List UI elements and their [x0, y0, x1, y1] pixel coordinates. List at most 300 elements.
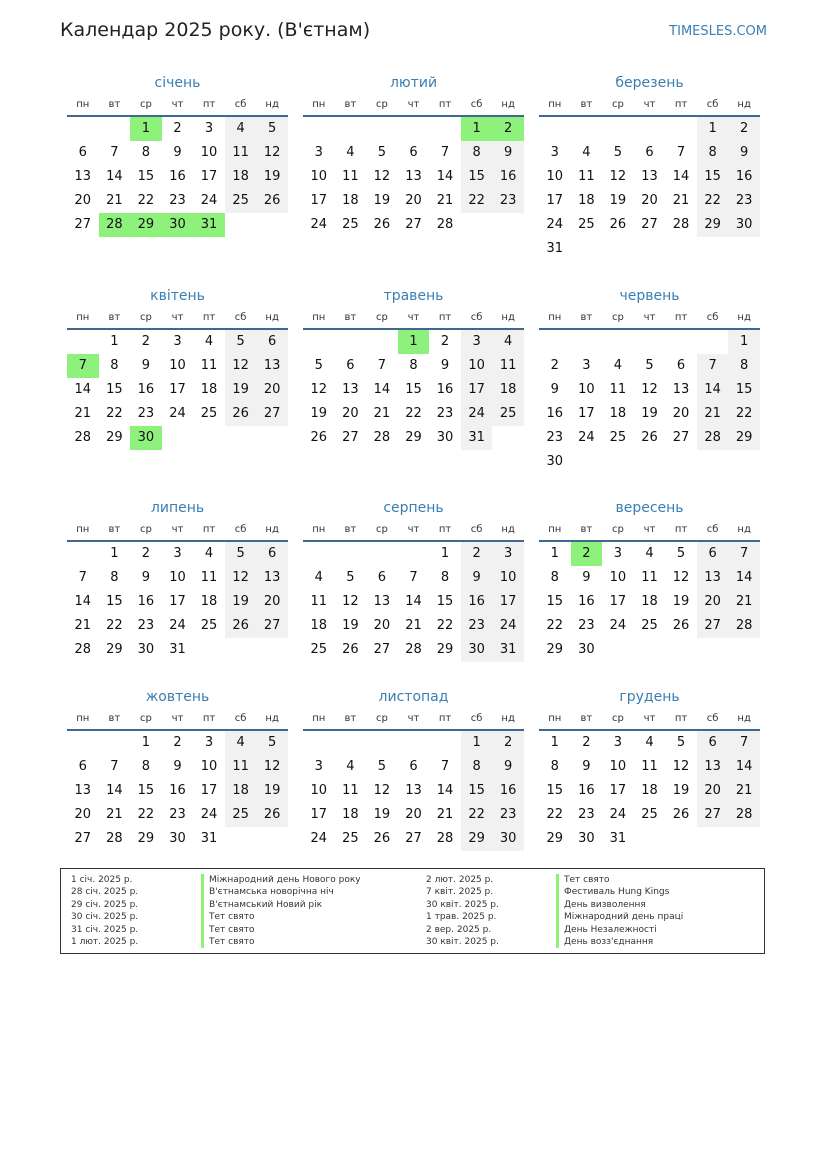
empty-cell	[303, 731, 335, 755]
day-cell: 19	[342, 618, 359, 633]
days-grid	[303, 117, 524, 237]
weekday-label: вт	[580, 524, 593, 535]
empty-cell	[67, 117, 99, 141]
month-name: грудень	[619, 689, 680, 705]
day-cell: 26	[256, 803, 288, 827]
day-cell: 3	[492, 542, 524, 566]
day-cell: 23	[137, 618, 155, 633]
day-cell: 26	[342, 642, 359, 657]
weekday-header	[67, 520, 288, 542]
day-cell: 22	[728, 402, 760, 426]
day-cell: 23	[492, 189, 524, 213]
day-cell: 12	[225, 566, 257, 590]
day-cell: 8	[461, 141, 493, 165]
legend-date: 30 січ. 2025 р.	[71, 912, 139, 923]
legend-holiday-name: В'єтнамська новорічна ніч	[201, 886, 334, 898]
day-cell: 17	[609, 594, 627, 609]
day-cell: 3	[461, 330, 493, 354]
day-cell: 3	[582, 358, 591, 373]
day-cell: 23	[169, 807, 186, 822]
day-cell: 5	[377, 145, 387, 160]
month-6	[539, 284, 760, 474]
day-cell: 31	[200, 831, 218, 846]
weekday-label: сб	[470, 524, 483, 535]
weekday-label: пн	[312, 99, 326, 110]
day-cell: 4	[645, 735, 654, 750]
empty-cell	[571, 330, 603, 354]
day-cell: 25	[200, 618, 218, 633]
weekday-label: ср	[611, 524, 624, 535]
day-cell: 19	[373, 807, 391, 822]
legend-row	[426, 899, 756, 911]
holiday-day: 2	[492, 117, 524, 141]
day-cell: 10	[200, 759, 218, 774]
day-cell: 21	[74, 406, 92, 421]
legend-date: 1 лют. 2025 р.	[71, 937, 139, 947]
day-cell: 19	[256, 779, 288, 803]
weekday-label: вт	[344, 99, 357, 110]
legend-date: 30 квіт. 2025 р.	[426, 899, 499, 910]
day-cell: 29	[546, 831, 564, 846]
day-cell: 27	[74, 831, 92, 846]
day-cell: 30	[169, 831, 186, 846]
day-cell: 20	[641, 193, 658, 208]
days-grid	[303, 731, 524, 851]
day-cell: 23	[728, 189, 760, 213]
day-cell: 4	[225, 731, 257, 755]
empty-cell	[335, 731, 367, 755]
day-cell: 19	[672, 594, 690, 609]
day-cell: 7	[377, 358, 387, 373]
weekday-label: нд	[737, 99, 751, 110]
legend-date: 29 січ. 2025 р.	[71, 899, 139, 910]
day-cell: 2	[173, 121, 182, 136]
day-cell: 5	[314, 358, 323, 373]
day-cell: 13	[405, 169, 422, 184]
day-cell: 17	[200, 169, 218, 184]
day-cell: 8	[440, 570, 450, 585]
month-name: жовтень	[145, 689, 210, 705]
weekday-label: ср	[139, 524, 152, 535]
day-cell: 20	[697, 779, 729, 803]
day-cell: 9	[141, 570, 151, 585]
day-cell: 22	[137, 193, 155, 208]
day-cell: 7	[728, 542, 760, 566]
day-cell: 26	[225, 614, 257, 638]
day-cell: 14	[373, 382, 391, 397]
day-cell: 12	[225, 354, 257, 378]
day-cell: 11	[492, 354, 524, 378]
weekday-label: вт	[108, 524, 121, 535]
legend-row	[426, 886, 756, 898]
day-cell: 20	[74, 807, 92, 822]
day-cell: 9	[461, 566, 493, 590]
weekday-header	[539, 95, 760, 117]
empty-cell	[398, 731, 430, 755]
day-cell: 22	[137, 807, 155, 822]
day-cell: 20	[373, 618, 391, 633]
day-cell: 29	[106, 430, 123, 445]
day-cell: 29	[546, 642, 564, 657]
weekday-label: сб	[706, 99, 719, 110]
day-cell: 31	[461, 426, 493, 450]
holiday-day: 1	[398, 330, 430, 354]
day-cell: 19	[373, 193, 391, 208]
day-cell: 30	[728, 213, 760, 237]
day-cell: 25	[225, 803, 257, 827]
month-7	[67, 496, 288, 662]
weekday-header	[539, 520, 760, 542]
weekday-label: нд	[265, 99, 279, 110]
day-cell: 8	[141, 145, 151, 160]
empty-cell	[634, 330, 666, 354]
weekday-label: чт	[171, 99, 184, 110]
empty-cell	[602, 117, 634, 141]
weekday-label: ср	[611, 99, 624, 110]
weekday-label: вт	[344, 524, 357, 535]
empty-cell	[366, 117, 398, 141]
weekday-header	[303, 95, 524, 117]
day-cell: 8	[550, 759, 559, 774]
day-cell: 10	[169, 358, 186, 373]
empty-cell	[429, 117, 461, 141]
weekday-header	[539, 308, 760, 330]
legend-date: 30 квіт. 2025 р.	[426, 937, 499, 947]
day-cell: 2	[173, 735, 182, 750]
day-cell: 10	[546, 169, 564, 184]
weekday-label: чт	[643, 713, 656, 724]
day-cell: 28	[436, 217, 454, 232]
day-cell: 16	[728, 165, 760, 189]
day-cell: 10	[200, 145, 218, 160]
month-name: липень	[150, 500, 205, 516]
days-grid	[67, 117, 288, 237]
day-cell: 16	[436, 382, 454, 397]
day-cell: 6	[346, 358, 355, 373]
day-cell: 7	[676, 145, 686, 160]
day-cell: 10	[461, 354, 493, 378]
day-cell: 3	[550, 145, 559, 160]
day-cell: 1	[110, 334, 119, 349]
day-cell: 29	[461, 827, 493, 851]
days-grid	[67, 731, 288, 851]
day-cell: 9	[492, 141, 524, 165]
day-cell: 12	[641, 382, 658, 397]
day-cell: 23	[492, 803, 524, 827]
weekday-label: вт	[580, 713, 593, 724]
day-cell: 25	[342, 831, 359, 846]
day-cell: 24	[546, 217, 564, 232]
day-cell: 21	[405, 618, 422, 633]
day-cell: 6	[256, 542, 288, 566]
day-cell: 13	[342, 382, 359, 397]
day-cell: 8	[728, 354, 760, 378]
weekday-label: чт	[407, 713, 420, 724]
day-cell: 1	[141, 735, 151, 750]
day-cell: 27	[405, 217, 422, 232]
weekday-label: пн	[548, 524, 562, 535]
month-name: травень	[383, 288, 444, 304]
day-cell: 24	[578, 430, 595, 445]
site-link[interactable]: TIMESLES.COM	[669, 24, 767, 39]
day-cell: 28	[74, 642, 92, 657]
weekday-label: ср	[375, 713, 388, 724]
weekday-label: чт	[643, 312, 656, 323]
day-cell: 28	[74, 430, 92, 445]
day-cell: 2	[141, 546, 151, 561]
weekday-label: пн	[312, 524, 326, 535]
day-cell: 17	[310, 193, 328, 208]
day-cell: 30	[461, 638, 493, 662]
day-cell: 4	[225, 117, 257, 141]
day-cell: 14	[697, 378, 729, 402]
legend-row	[71, 886, 401, 898]
day-cell: 28	[373, 430, 391, 445]
month-3	[539, 71, 760, 261]
weekday-label: нд	[501, 312, 515, 323]
day-cell: 24	[200, 193, 218, 208]
day-cell: 11	[200, 570, 218, 585]
day-cell: 4	[204, 334, 214, 349]
page-title: Календар 2025 року. (В'єтнам)	[60, 19, 371, 41]
day-cell: 21	[436, 807, 454, 822]
day-cell: 10	[578, 382, 595, 397]
day-cell: 16	[492, 165, 524, 189]
weekday-label: сб	[470, 99, 483, 110]
weekday-label: сб	[234, 312, 247, 323]
weekday-label: ср	[375, 524, 388, 535]
days-grid	[539, 542, 760, 662]
day-cell: 27	[342, 430, 359, 445]
empty-cell	[366, 330, 398, 354]
weekday-label: нд	[737, 312, 751, 323]
day-cell: 23	[578, 618, 595, 633]
day-cell: 12	[672, 570, 690, 585]
legend-row	[426, 924, 756, 936]
day-cell: 5	[377, 759, 387, 774]
day-cell: 26	[310, 430, 328, 445]
day-cell: 13	[74, 169, 92, 184]
legend-holiday-name: Фестиваль Hung Kings	[556, 886, 669, 898]
day-cell: 14	[728, 755, 760, 779]
weekday-label: чт	[643, 99, 656, 110]
weekday-label: пт	[674, 713, 688, 724]
day-cell: 30	[137, 642, 155, 657]
day-cell: 13	[697, 755, 729, 779]
weekday-label: пт	[202, 524, 216, 535]
day-cell: 22	[106, 406, 123, 421]
weekday-label: пн	[76, 312, 90, 323]
day-cell: 21	[697, 402, 729, 426]
day-cell: 10	[492, 566, 524, 590]
weekday-label: сб	[706, 713, 719, 724]
day-cell: 28	[672, 217, 690, 232]
day-cell: 6	[697, 542, 729, 566]
weekday-header	[303, 520, 524, 542]
legend-date: 7 квіт. 2025 р.	[426, 887, 494, 898]
day-cell: 17	[492, 590, 524, 614]
day-cell: 29	[106, 642, 123, 657]
days-grid	[67, 542, 288, 662]
day-cell: 16	[137, 594, 155, 609]
day-cell: 15	[546, 783, 564, 798]
day-cell: 12	[672, 759, 690, 774]
day-cell: 15	[461, 779, 493, 803]
day-cell: 6	[697, 731, 729, 755]
legend-row	[426, 911, 756, 923]
weekday-label: ср	[611, 713, 624, 724]
legend-date: 2 вер. 2025 р.	[426, 924, 492, 935]
weekday-label: чт	[407, 524, 420, 535]
day-cell: 5	[676, 546, 686, 561]
empty-cell	[303, 330, 335, 354]
weekday-label: ср	[375, 312, 388, 323]
day-cell: 4	[492, 330, 524, 354]
day-cell: 20	[697, 590, 729, 614]
empty-cell	[634, 117, 666, 141]
day-cell: 24	[169, 618, 186, 633]
day-cell: 28	[405, 642, 422, 657]
day-cell: 8	[141, 759, 151, 774]
month-name: серпень	[383, 500, 444, 516]
day-cell: 25	[342, 217, 359, 232]
day-cell: 14	[672, 169, 690, 184]
day-cell: 27	[672, 430, 690, 445]
day-cell: 6	[78, 145, 87, 160]
weekday-label: пт	[438, 312, 452, 323]
day-cell: 5	[256, 117, 288, 141]
weekday-label: нд	[265, 312, 279, 323]
month-5	[303, 284, 524, 450]
weekday-label: вт	[108, 713, 121, 724]
holiday-day: 28	[99, 213, 131, 237]
day-cell: 8	[110, 358, 119, 373]
day-cell: 1	[440, 546, 450, 561]
day-cell: 6	[409, 759, 418, 774]
day-cell: 18	[609, 406, 627, 421]
day-cell: 11	[200, 358, 218, 373]
day-cell: 16	[546, 406, 564, 421]
month-8	[303, 496, 524, 662]
day-cell: 20	[342, 406, 359, 421]
legend-row	[71, 911, 401, 923]
day-cell: 18	[225, 779, 257, 803]
legend-holiday-name: Тет свято	[201, 911, 255, 923]
day-cell: 23	[546, 430, 564, 445]
day-cell: 1	[697, 117, 729, 141]
day-cell: 28	[728, 614, 760, 638]
legend-holiday-name: Тет свято	[556, 874, 610, 886]
day-cell: 2	[461, 542, 493, 566]
month-name: лютий	[389, 75, 438, 91]
day-cell: 28	[436, 831, 454, 846]
legend-holiday-name: День возз'єднання	[556, 936, 653, 948]
day-cell: 18	[578, 193, 595, 208]
day-cell: 4	[204, 546, 214, 561]
day-cell: 1	[550, 735, 559, 750]
month-4	[67, 284, 288, 450]
day-cell: 23	[169, 193, 186, 208]
weekday-header	[67, 308, 288, 330]
day-cell: 29	[137, 831, 155, 846]
day-cell: 3	[314, 145, 323, 160]
day-cell: 17	[310, 807, 328, 822]
weekday-label: ср	[611, 312, 624, 323]
day-cell: 14	[74, 382, 92, 397]
day-cell: 20	[256, 378, 288, 402]
empty-cell	[366, 731, 398, 755]
day-cell: 13	[256, 566, 288, 590]
weekday-label: вт	[108, 312, 121, 323]
day-cell: 29	[405, 430, 422, 445]
day-cell: 18	[641, 594, 658, 609]
days-grid	[539, 330, 760, 474]
weekday-label: сб	[706, 524, 719, 535]
day-cell: 1	[110, 546, 119, 561]
day-cell: 3	[613, 735, 623, 750]
day-cell: 19	[609, 193, 627, 208]
holiday-day: 1	[130, 117, 162, 141]
day-cell: 5	[256, 731, 288, 755]
day-cell: 19	[225, 378, 257, 402]
day-cell: 10	[310, 783, 328, 798]
day-cell: 2	[728, 117, 760, 141]
day-cell: 8	[550, 570, 559, 585]
day-cell: 16	[492, 779, 524, 803]
holiday-day: 2	[571, 542, 603, 566]
day-cell: 18	[641, 783, 658, 798]
day-cell: 26	[672, 618, 690, 633]
day-cell: 13	[405, 783, 422, 798]
weekday-label: пн	[548, 312, 562, 323]
day-cell: 19	[672, 783, 690, 798]
day-cell: 13	[256, 354, 288, 378]
day-cell: 31	[492, 638, 524, 662]
day-cell: 7	[440, 759, 450, 774]
day-cell: 18	[342, 807, 359, 822]
day-cell: 21	[373, 406, 391, 421]
day-cell: 30	[546, 454, 564, 469]
day-cell: 13	[373, 594, 391, 609]
day-cell: 7	[110, 759, 119, 774]
month-12	[539, 685, 760, 851]
days-grid	[67, 330, 288, 450]
day-cell: 31	[546, 241, 564, 256]
day-cell: 11	[641, 759, 658, 774]
day-cell: 14	[728, 566, 760, 590]
day-cell: 6	[78, 759, 87, 774]
day-cell: 2	[550, 358, 559, 373]
day-cell: 25	[225, 189, 257, 213]
legend-date: 28 січ. 2025 р.	[71, 887, 139, 898]
day-cell: 25	[492, 402, 524, 426]
empty-cell	[429, 731, 461, 755]
day-cell: 23	[461, 614, 493, 638]
month-2	[303, 71, 524, 237]
day-cell: 22	[106, 618, 123, 633]
legend-holiday-name: Тет свято	[201, 924, 255, 936]
legend-row	[426, 874, 756, 886]
weekday-label: вт	[344, 312, 357, 323]
day-cell: 4	[582, 145, 591, 160]
weekday-label: чт	[171, 524, 184, 535]
day-cell: 15	[461, 165, 493, 189]
day-cell: 28	[728, 803, 760, 827]
day-cell: 28	[106, 831, 123, 846]
month-1	[67, 71, 288, 237]
day-cell: 12	[256, 141, 288, 165]
day-cell: 21	[74, 618, 92, 633]
